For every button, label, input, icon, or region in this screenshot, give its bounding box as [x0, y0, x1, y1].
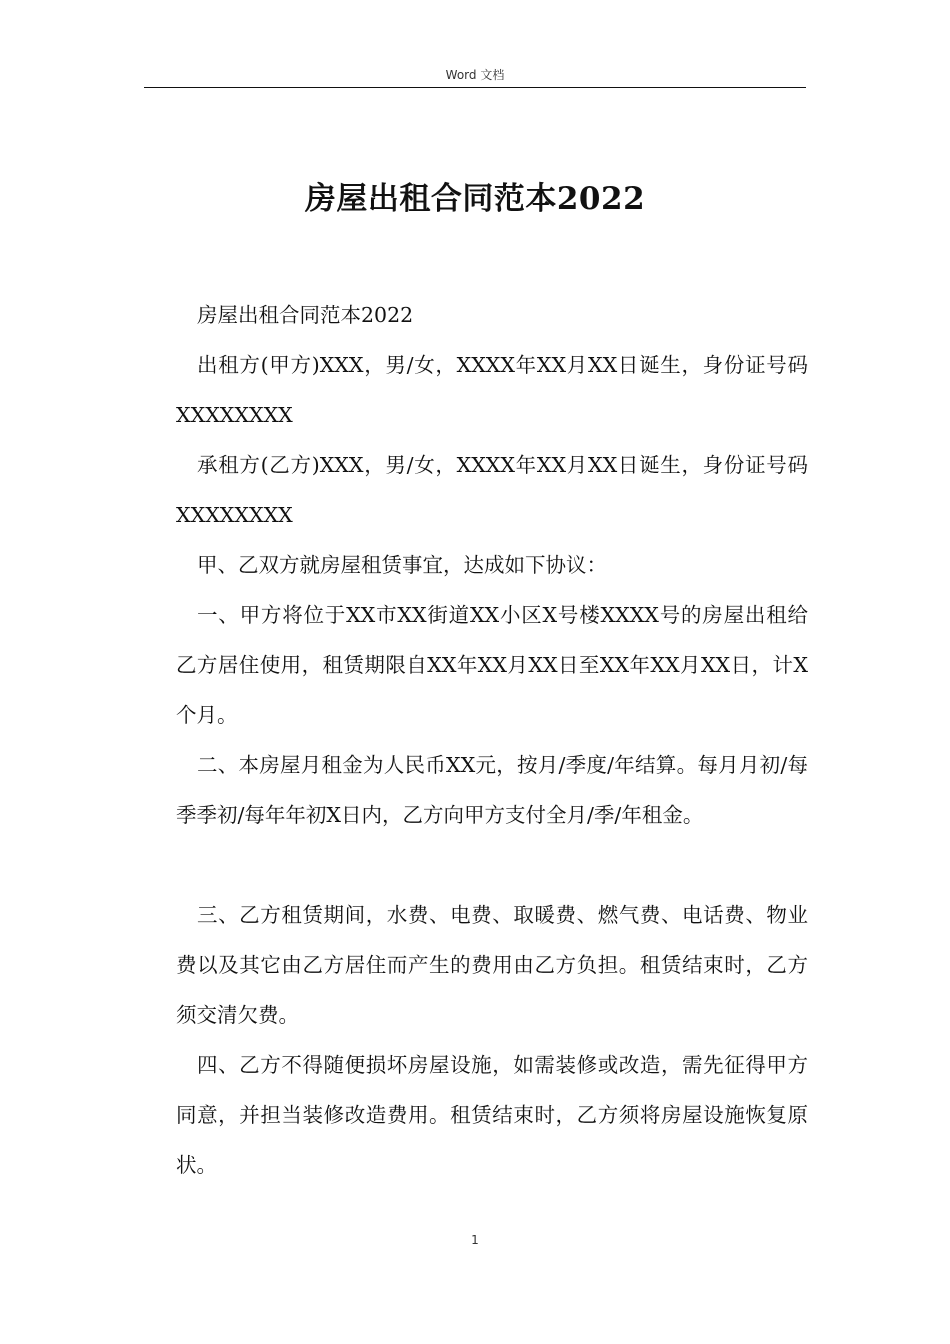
paragraph-clause-1: 一、甲方将位于XX市XX街道XX小区X号楼XXXX号的房屋出租给乙方居住使用，租赁期限自XX年XX月XX日至XX年XX月XX日，计X个月。	[176, 603, 808, 727]
page-header-label: Word 文档	[445, 68, 505, 82]
paragraph-clause-3: 三、乙方租赁期间，水费、电费、取暖费、燃气费、电话费、物业费以及其它由乙方居住而产生的费用由乙方负担。租赁结束时，乙方须交清欠费。	[176, 903, 808, 1027]
paragraph-agreement-intro: 甲、乙双方就房屋租赁事宜，达成如下协议：	[197, 553, 607, 577]
paragraph-lessee: 承租方(乙方)XXX，男/女，XXXX年XX月XX日诞生，身份证号码XXXXXXXX	[176, 453, 808, 527]
document-title: 房屋出租合同范本2022	[304, 180, 646, 217]
header-divider	[144, 87, 806, 88]
paragraph-clause-2: 二、本房屋月租金为人民币XX元，按月/季度/年结算。每月月初/每季季初/每年年初X日内，乙方向甲方支付全月/季/年租金。	[176, 753, 808, 827]
paragraph-lessor: 出租方(甲方)XXX，男/女，XXXX年XX月XX日诞生，身份证号码XXXXXXXX	[176, 353, 808, 427]
page-number: 1	[471, 1233, 479, 1247]
paragraph-subtitle: 房屋出租合同范本2022	[197, 303, 414, 327]
blank-line	[176, 840, 808, 890]
document-body	[176, 290, 808, 1190]
paragraph-clause-4: 四、乙方不得随便损坏房屋设施，如需装修或改造，需先征得甲方同意，并担当装修改造费用。租赁结束时，乙方须将房屋设施恢复原状。	[176, 1053, 808, 1177]
